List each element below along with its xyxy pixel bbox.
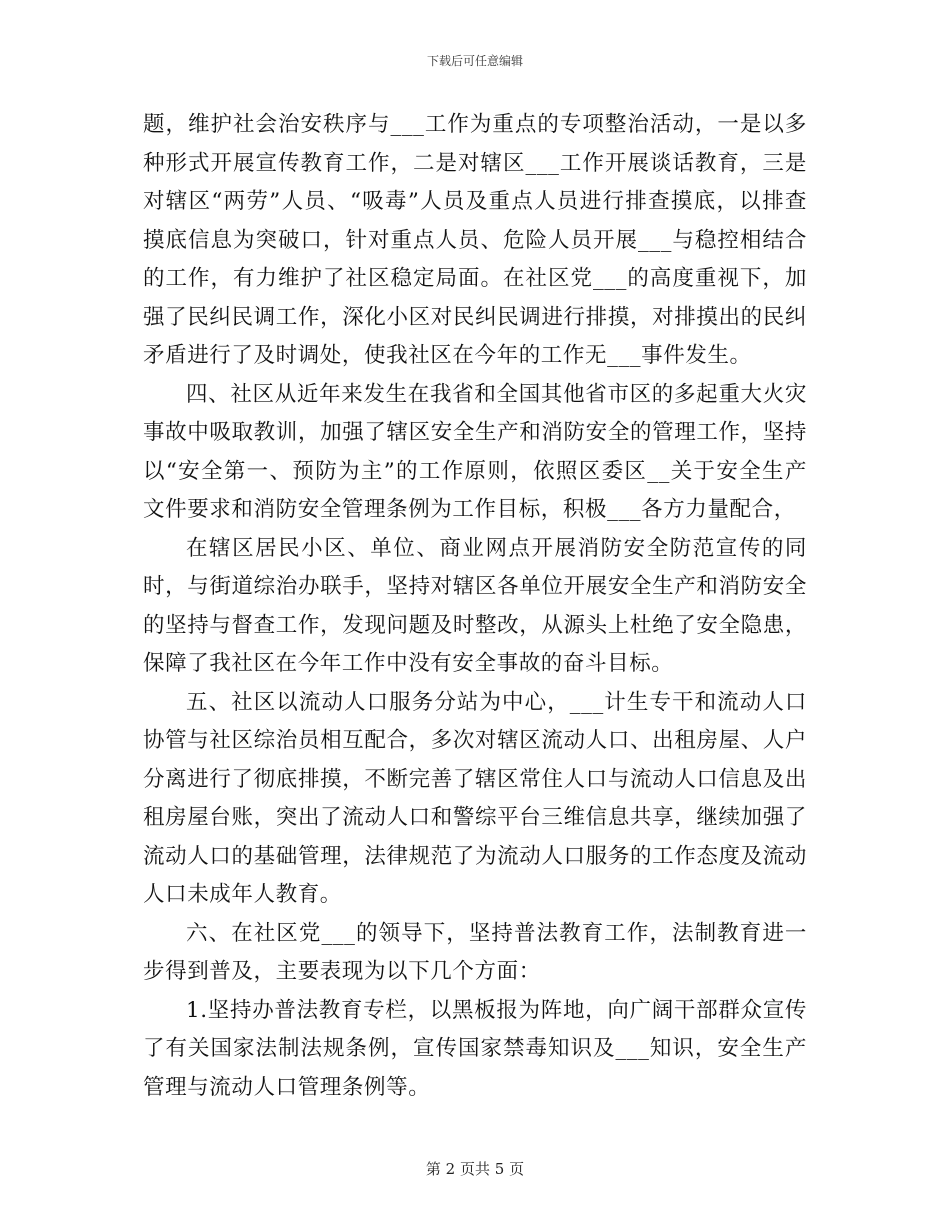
page-header: 下载后可任意编辑: [426, 54, 523, 68]
paragraph-section-5: 五、社区以流动人口服务分站为中心，___计生专干和流动人口协管与社区综治员相互配合，多次对辖区流动人口、出租房屋、人户分离进行了彻底排摸，不断完善了辖区常住人口与流动人口信息及出租房屋台账，突出了流动人口和警综平台三维信息共享，继续加强了流动人口的基础管理，法律规范了为流动人口服务的工作态度及流动人口未成年人教育。: [143, 689, 807, 907]
paragraph-item-1: 1.坚持办普法教育专栏，以黑板报为阵地，向广阔干部群众宣传了有关国家法制法规条例，宣传国家禁毒知识及___知识，安全生产管理与流动人口管理条例等。: [143, 997, 807, 1100]
paragraph-section-4-continued: 在辖区居民小区、单位、商业网点开展消防安全防范宣传的同时，与街道综治办联手，坚持对辖区各单位开展安全生产和消防安全的坚持与督查工作，发现问题及时整改，从源头上杜绝了安全隐患，保障了我社区在今年工作中没有安全事故的奋斗目标。: [143, 535, 807, 676]
page-number: 第 2 页共 5 页: [425, 1160, 525, 1178]
paragraph-section-6: 六、在社区党___的领导下，坚持普法教育工作，法制教育进一步得到普及，主要表现为以下几个方面：: [143, 920, 807, 984]
paragraph-continuation: 题，维护社会治安秩序与___工作为重点的专项整治活动，一是以多种形式开展宣传教育工作，二是对辖区___工作开展谈话教育，三是对辖区“两劳”人员、“吸毒”人员及重点人员进行排查摸底，以排查摸底信息为突破口，针对重点人员、危险人员开展___与稳控相结合的工作，有力维护了社区稳定局面。在社区党___的高度重视下，加强了民纠民调工作，深化小区对民纠民调进行排摸，对排摸出的民纠矛盾进行了及时调处，使我社区在今年的工作无___事件发生。: [143, 112, 807, 368]
paragraph-section-4: 四、社区从近年来发生在我省和全国其他省市区的多起重大火灾事故中吸取教训，加强了辖区安全生产和消防安全的管理工作，坚持以“安全第一、预防为主”的工作原则，依照区委区__关于安全生产文件要求和消防安全管理条例为工作目标，积极___各方力量配合，: [143, 381, 807, 522]
document-body: [143, 106, 807, 1107]
